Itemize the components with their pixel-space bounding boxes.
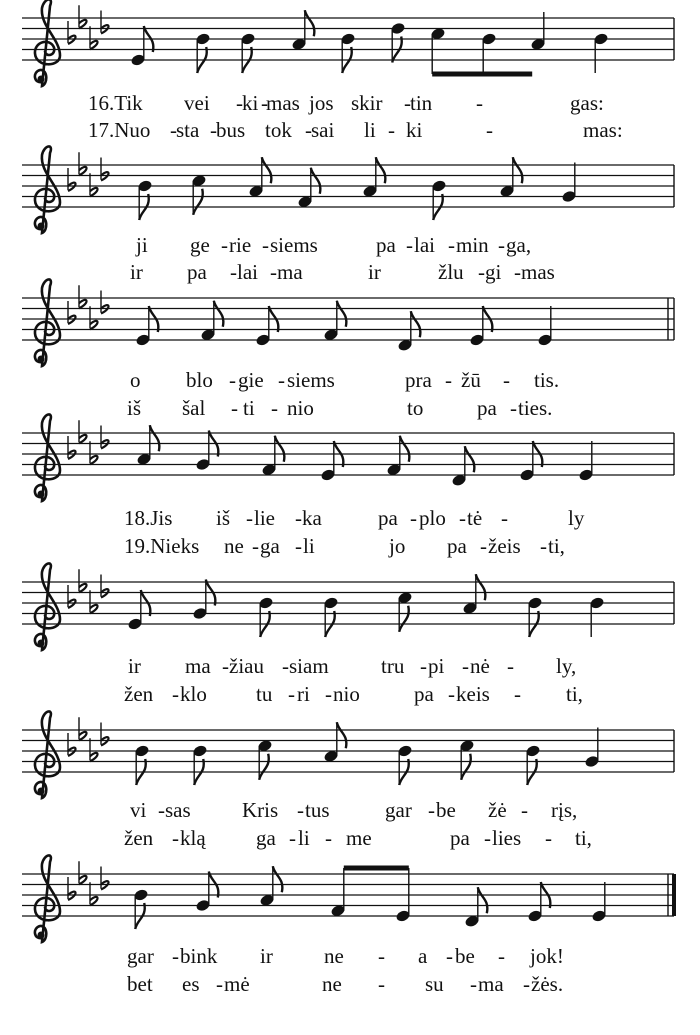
lyric-syllable: klo [180, 682, 207, 706]
lyric-syllable: tin [410, 91, 433, 115]
lyric-hyphen: - [295, 506, 302, 530]
lyric-hyphen: - [289, 826, 296, 850]
lyric-syllable: žū [461, 368, 481, 392]
lyric-syllable: ne [224, 534, 244, 558]
lyric-syllable: mas [266, 91, 300, 115]
lyric-syllable: ir [130, 260, 143, 284]
lyric-syllable: o [130, 368, 141, 392]
lyric-hyphen: - [484, 826, 491, 850]
lyric-syllable: 18.Jis [124, 506, 173, 530]
lyric-syllable: tru [381, 654, 405, 678]
lyric-syllable: be [455, 944, 475, 968]
lyric-syllable: ma [185, 654, 211, 678]
lyric-syllable: ir [128, 654, 141, 678]
lyric-hyphen: - [230, 260, 237, 284]
lyric-hyphen: - [378, 972, 385, 996]
lyric-hyphen: - [325, 682, 332, 706]
lyric-hyphen: - [172, 682, 179, 706]
lyric-syllable: sta [176, 118, 200, 142]
lyric-syllable: lies [492, 826, 522, 850]
lyric-syllable: siems [287, 368, 335, 392]
lyric-syllable: 19.Nieks [124, 534, 200, 558]
lyric-syllable: pa [477, 396, 497, 420]
lyric-syllable: sas [165, 798, 191, 822]
lyric-syllable: to [407, 396, 424, 420]
lyric-syllable: lai [414, 233, 435, 257]
lyric-syllable: jok! [530, 944, 564, 968]
lyric-hyphen: - [406, 233, 413, 257]
lyric-hyphen: - [278, 368, 285, 392]
lyric-hyphen: - [288, 682, 295, 706]
lyric-hyphen: - [229, 368, 236, 392]
lyric-hyphen: - [297, 798, 304, 822]
lyric-hyphen: - [246, 506, 253, 530]
lyric-syllable: lie [254, 506, 275, 530]
lyric-hyphen: - [507, 654, 514, 678]
lyric-syllable: šal [182, 396, 206, 420]
lyric-syllable: mas: [583, 118, 623, 142]
lyric-hyphen: - [476, 91, 483, 115]
lyric-syllable: pra [405, 368, 432, 392]
lyric-syllable: ir [260, 944, 273, 968]
lyric-syllable: ki [406, 118, 423, 142]
lyric-syllable: žeis [488, 534, 521, 558]
lyric-syllable: ma [277, 260, 303, 284]
lyric-syllable: ly [568, 506, 585, 530]
lyric-hyphen: - [521, 798, 528, 822]
lyric-hyphen: - [448, 682, 455, 706]
lyric-hyphen: - [514, 260, 521, 284]
lyric-hyphen: - [459, 506, 466, 530]
lyric-hyphen: - [262, 233, 269, 257]
lyric-hyphen: - [480, 534, 487, 558]
lyric-syllable: ka [302, 506, 322, 530]
lyric-hyphen: - [428, 798, 435, 822]
lyric-hyphen: - [271, 396, 278, 420]
lyric-syllable: li [364, 118, 376, 142]
lyric-hyphen: - [231, 396, 238, 420]
lyric-syllable: žlu [438, 260, 464, 284]
lyric-hyphen: - [486, 118, 493, 142]
lyric-syllable: me [346, 826, 372, 850]
lyric-syllable: tus [305, 798, 330, 822]
lyric-syllable: ga [256, 826, 276, 850]
lyric-hyphen: - [216, 972, 223, 996]
lyric-syllable: pa [187, 260, 207, 284]
lyric-syllable: siam [289, 654, 329, 678]
lyric-hyphen: - [510, 396, 517, 420]
lyric-syllable: ir [368, 260, 381, 284]
lyric-hyphen: - [470, 972, 477, 996]
lyric-syllable: pa [376, 233, 396, 257]
lyric-syllable: ties. [518, 396, 553, 420]
lyric-syllable: jos [309, 91, 334, 115]
lyric-hyphen: - [448, 233, 455, 257]
lyric-syllable: ti, [566, 682, 583, 706]
lyric-syllable: skir [351, 91, 383, 115]
lyric-syllable: Kris [242, 798, 279, 822]
lyric-hyphen: - [523, 972, 530, 996]
lyric-syllable: keis [456, 682, 490, 706]
lyric-syllable: bus [216, 118, 246, 142]
lyric-syllable: nio [333, 682, 360, 706]
lyric-hyphen: - [404, 91, 411, 115]
lyric-hyphen: - [172, 826, 179, 850]
lyric-syllable: nė [470, 654, 490, 678]
lyric-syllable: ne [322, 972, 342, 996]
lyric-hyphen: - [221, 233, 228, 257]
lyric-syllable: iš [127, 396, 142, 420]
lyric-hyphen: - [172, 944, 179, 968]
lyric-syllable: 16.Tik [88, 91, 143, 115]
lyric-syllable: ne [324, 944, 344, 968]
lyric-hyphen: - [378, 944, 385, 968]
lyric-syllable: plo [419, 506, 446, 530]
lyric-syllable: 17.Nuo [88, 118, 151, 142]
lyric-syllable: bet [127, 972, 153, 996]
lyric-syllable: ga, [506, 233, 532, 257]
lyric-hyphen: - [170, 118, 177, 142]
lyric-syllable: žen [124, 826, 154, 850]
lyric-hyphen: - [252, 534, 259, 558]
lyric-syllable: ma [478, 972, 504, 996]
lyric-syllable: gi [485, 260, 502, 284]
lyric-syllable: žė [488, 798, 507, 822]
lyric-syllable: gar [127, 944, 154, 968]
lyric-syllable: gie [238, 368, 264, 392]
lyric-syllable: ti [243, 396, 255, 420]
lyric-syllable: nio [287, 396, 314, 420]
lyric-hyphen: - [501, 506, 508, 530]
lyric-syllable: a [418, 944, 428, 968]
lyric-hyphen: - [446, 944, 453, 968]
lyric-hyphen: - [158, 798, 165, 822]
lyric-hyphen: - [295, 534, 302, 558]
lyric-syllable: mas [521, 260, 555, 284]
lyric-syllable: gas: [570, 91, 604, 115]
lyric-syllable: žen [124, 682, 154, 706]
lyric-syllable: blo [186, 368, 213, 392]
lyric-syllable: ki [242, 91, 259, 115]
lyric-syllable: vei [184, 91, 210, 115]
lyric-hyphen: - [261, 91, 268, 115]
lyric-hyphen: - [498, 944, 505, 968]
lyric-hyphen: - [540, 534, 547, 558]
lyric-syllable: ti, [575, 826, 592, 850]
lyric-syllable: pa [450, 826, 470, 850]
lyric-syllable: iš [216, 506, 231, 530]
lyric-syllable: pa [414, 682, 434, 706]
lyric-syllable: siems [270, 233, 318, 257]
lyric-syllable: mė [224, 972, 250, 996]
lyric-syllable: tė [467, 506, 483, 530]
lyric-hyphen: - [282, 654, 289, 678]
lyric-syllable: žės. [531, 972, 564, 996]
lyric-syllable: ge [190, 233, 210, 257]
lyric-hyphen: - [388, 118, 395, 142]
lyric-syllable: ly, [556, 654, 577, 678]
lyric-syllable: tu [256, 682, 273, 706]
lyric-syllable: vi [130, 798, 147, 822]
lyric-syllable: rie [229, 233, 252, 257]
lyric-hyphen: - [514, 682, 521, 706]
lyric-syllable: li [298, 826, 310, 850]
lyric-hyphen: - [305, 118, 312, 142]
lyric-syllable: klą [180, 826, 206, 850]
lyric-syllable: ga [260, 534, 280, 558]
lyric-syllable: ti, [548, 534, 565, 558]
lyric-syllable: pi [428, 654, 445, 678]
lyric-syllable: rįs, [551, 798, 578, 822]
lyric-syllable: lai [237, 260, 258, 284]
lyric-syllable: ji [136, 233, 148, 257]
lyric-hyphen: - [222, 654, 229, 678]
lyric-syllable: gar [385, 798, 412, 822]
lyric-syllable: tis. [534, 368, 560, 392]
lyric-hyphen: - [410, 506, 417, 530]
lyric-syllable: li [303, 534, 315, 558]
lyric-hyphen: - [236, 91, 243, 115]
lyric-hyphen: - [503, 368, 510, 392]
lyric-hyphen: - [325, 826, 332, 850]
lyric-syllable: su [425, 972, 444, 996]
lyric-hyphen: - [210, 118, 217, 142]
lyric-syllable: min [456, 233, 489, 257]
lyric-hyphen: - [478, 260, 485, 284]
lyric-syllable: pa [447, 534, 467, 558]
lyric-hyphen: - [420, 654, 427, 678]
lyric-hyphen: - [545, 826, 552, 850]
lyric-syllable: jo [389, 534, 406, 558]
lyric-hyphen: - [462, 654, 469, 678]
lyric-syllable: sai [311, 118, 335, 142]
lyric-syllable: žiau [229, 654, 264, 678]
lyric-hyphen: - [445, 368, 452, 392]
lyric-hyphen: - [498, 233, 505, 257]
lyric-hyphen: - [270, 260, 277, 284]
lyric-syllable: es [182, 972, 200, 996]
lyric-syllable: pa [378, 506, 398, 530]
lyric-syllable: ri [297, 682, 310, 706]
lyric-syllable: tok [265, 118, 292, 142]
lyric-syllable: bink [180, 944, 218, 968]
lyric-syllable: be [436, 798, 456, 822]
